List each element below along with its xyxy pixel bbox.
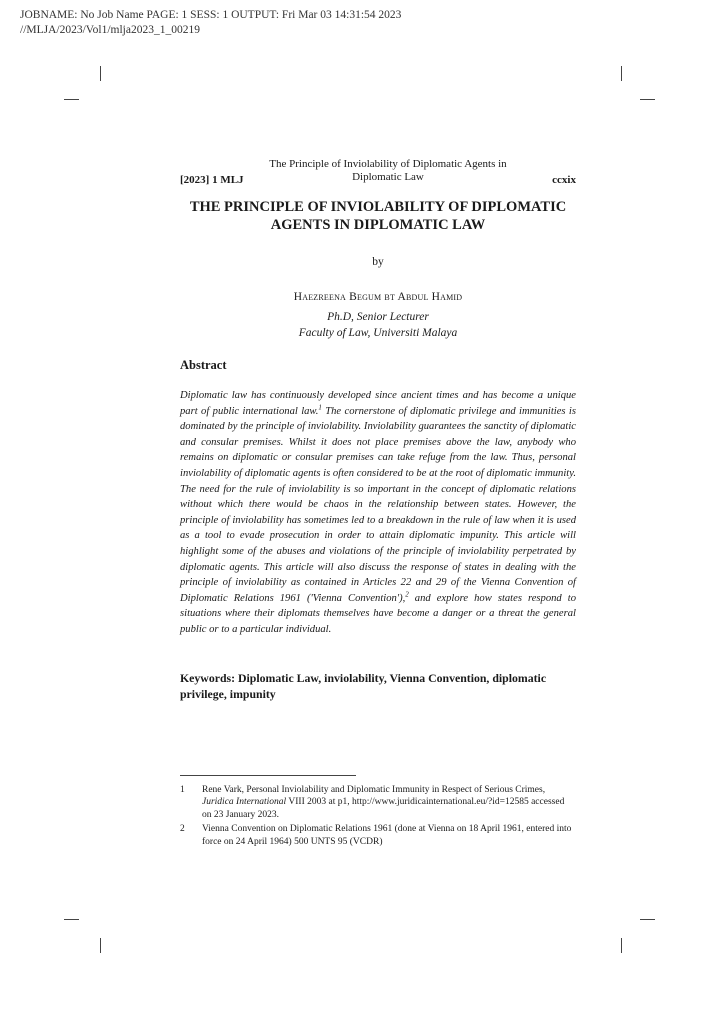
abstract-part: and explore how states respond to situations where their diplomats themselves have become a danger or a threat the general public or to a particular individual. <box>180 592 576 635</box>
slug-job-line: JOBNAME: No Job Name PAGE: 1 SESS: 1 OUTPUT: Fri Mar 03 14:31:54 2023 <box>20 9 402 21</box>
running-head-title-line: The Principle of Inviolability of Diplomatic Agents in <box>269 158 507 170</box>
by-line: by <box>372 256 384 268</box>
author-name: Haezreena Begum bt Abdul Hamid <box>293 291 463 303</box>
crop-mark <box>100 66 101 81</box>
author-institution: Faculty of Law, Universiti Malaya <box>298 327 458 339</box>
abstract-text <box>180 388 576 638</box>
footnote-number: 1 <box>180 785 185 795</box>
running-head-title <box>250 158 526 184</box>
author-affiliation <box>180 309 576 341</box>
crop-mark <box>64 919 79 920</box>
footnote-text-part: Rene Vark, Personal Inviolability and Diplomatic Immunity in Respect of Serious Crimes, <box>202 785 546 795</box>
footnote-ref[interactable]: 1 <box>318 403 322 412</box>
page-number: ccxix <box>552 174 576 186</box>
footnote-item <box>180 784 576 821</box>
footnote-ref[interactable]: 2 <box>405 590 409 599</box>
footnote-text <box>202 784 576 821</box>
footnote-journal: Juridica International <box>202 797 287 808</box>
crop-mark <box>64 99 79 100</box>
abstract-part: Diplomatic law has continuously developed since ancient times and has become a unique part of public international law. <box>180 390 576 417</box>
footnotes <box>180 784 576 850</box>
article-title <box>180 198 576 234</box>
author-position: Ph.D, Senior Lecturer <box>327 311 429 323</box>
footnote-text <box>202 823 576 848</box>
keywords: Keywords: Diplomatic Law, inviolability, Vienna Convention, diplomatic privilege, impunity <box>180 671 547 701</box>
running-head <box>180 158 576 188</box>
crop-mark <box>100 938 101 953</box>
footnote-text-part: Vienna Convention on Diplomatic Relations 1961 (done at Vienna on 18 April 1961, entered into force on 24 April 1964) 500 UNTS 95 (VCDR) <box>202 824 572 847</box>
abstract-heading: Abstract <box>180 358 227 372</box>
slug-path-line: //MLJA/2023/Vol1/mlja2023_1_00219 <box>20 24 200 36</box>
crop-mark <box>640 919 655 920</box>
print-slug <box>20 8 401 38</box>
running-head-citation: [2023] 1 MLJ <box>180 174 244 186</box>
article-title-line: AGENTS IN DIPLOMATIC LAW <box>270 217 486 233</box>
crop-mark <box>640 99 655 100</box>
footnote-number: 2 <box>180 824 185 835</box>
footnote-item <box>180 823 576 848</box>
crop-mark <box>621 66 622 81</box>
footnote-text-part: VIII 2003 at p1, http://www.juridicainternational.eu/?id=12585 accessed on 23 January 2023. <box>202 797 565 820</box>
crop-mark <box>621 938 622 953</box>
article-title-line: THE PRINCIPLE OF INVIOLABILITY OF DIPLOMATIC <box>189 199 567 215</box>
abstract-part: The cornerstone of diplomatic privilege and immunities is dominated by the principle of inviolability. Inviolability guarantees the sanctity of diplomatic and consular premises. Whilst it does not place premises above the law, anybody who remains on diplomatic or consular premises can take refuge from the law. Thus, personal inviolability of diplomatic agents is often considered to be at the root of diplomatic immunity. The need for the rule of inviolability is so important in the concept of diplomatic relations without which there would be chaos in the relationship between states. However, the principle of inviolability has sometimes led to a breakdown in the rule of law when it is used as a tool to evade prosecution in order to attain diplomatic impunity. This article will highlight some of the abuses and violations of the principle of inviolability perpetrated by diplomatic agents. This article will also discuss the response of states in dealing with the principle of inviolability as contained in Articles 22 and 29 of the Vienna Convention of Diplomatic Relations 1961 ('Vienna Convention'), <box>180 405 576 604</box>
footnote-divider <box>180 775 356 776</box>
running-head-title-line: Diplomatic Law <box>352 171 424 183</box>
